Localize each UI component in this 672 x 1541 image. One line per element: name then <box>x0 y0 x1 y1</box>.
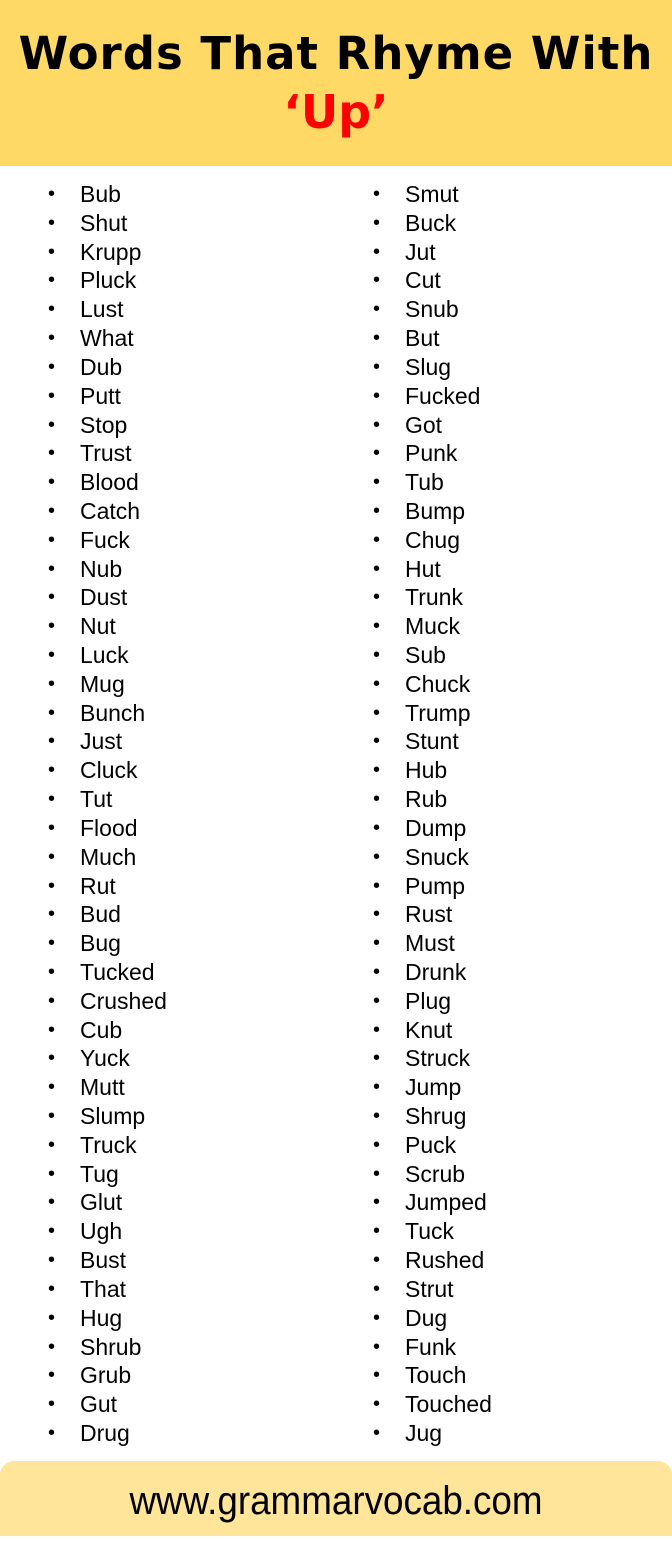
list-item: • Grub <box>48 1361 167 1390</box>
list-item: • Sub <box>373 641 492 670</box>
list-item: • Bud <box>48 900 167 929</box>
list-item: • Tug <box>48 1160 167 1189</box>
list-item: • Bub <box>48 180 167 209</box>
list-item: • Drunk <box>373 958 492 987</box>
list-item: • Tub <box>373 468 492 497</box>
list-item: • Shut <box>48 209 167 238</box>
list-item: • Jut <box>373 238 492 267</box>
list-item: • Fucked <box>373 382 492 411</box>
list-item: • Shrug <box>373 1102 492 1131</box>
list-item: • Fuck <box>48 526 167 555</box>
list-item: • Rub <box>373 785 492 814</box>
list-item: • Trust <box>48 439 167 468</box>
footer-banner <box>0 1461 672 1536</box>
page-title: Words That Rhyme With <box>18 27 654 80</box>
list-item: • Stop <box>48 411 167 440</box>
list-item: • Must <box>373 929 492 958</box>
list-item: • Dust <box>48 583 167 612</box>
list-item: • Funk <box>373 1333 492 1362</box>
list-item: • Yuck <box>48 1044 167 1073</box>
list-item: • Bunch <box>48 699 167 728</box>
list-item: • Just <box>48 727 167 756</box>
list-item: • Snuck <box>373 843 492 872</box>
list-item: • Ugh <box>48 1217 167 1246</box>
list-item: • Luck <box>48 641 167 670</box>
list-item: • Rushed <box>373 1246 492 1275</box>
list-item: • Putt <box>48 382 167 411</box>
list-item: • Buck <box>373 209 492 238</box>
list-item: • That <box>48 1275 167 1304</box>
list-item: • Bump <box>373 497 492 526</box>
list-item: • Crushed <box>48 987 167 1016</box>
list-item: • Tut <box>48 785 167 814</box>
list-item: • Lust <box>48 295 167 324</box>
list-item: • Chug <box>373 526 492 555</box>
list-item: • Jumped <box>373 1188 492 1217</box>
list-item: • Mug <box>48 670 167 699</box>
list-item: • Stunt <box>373 727 492 756</box>
list-item: • Scrub <box>373 1160 492 1189</box>
list-item: • Struck <box>373 1044 492 1073</box>
page-title-keyword: ‘Up’ <box>283 85 389 139</box>
list-item: • Blood <box>48 468 167 497</box>
list-item: • Tucked <box>48 958 167 987</box>
list-item: • Tuck <box>373 1217 492 1246</box>
word-list-right <box>373 180 492 1448</box>
list-item: • Dub <box>48 353 167 382</box>
list-item: • Jump <box>373 1073 492 1102</box>
list-item: • Bust <box>48 1246 167 1275</box>
list-item: • Slug <box>373 353 492 382</box>
list-item: • Nub <box>48 555 167 584</box>
list-item: • Cub <box>48 1016 167 1045</box>
list-item: • Trunk <box>373 583 492 612</box>
header-banner <box>0 0 672 166</box>
list-item: • Bug <box>48 929 167 958</box>
list-item: • What <box>48 324 167 353</box>
list-item: • Cut <box>373 266 492 295</box>
list-item: • Mutt <box>48 1073 167 1102</box>
list-item: • Much <box>48 843 167 872</box>
list-item: • Nut <box>48 612 167 641</box>
list-item: • Shrub <box>48 1333 167 1362</box>
list-item: • Catch <box>48 497 167 526</box>
list-item: • Truck <box>48 1131 167 1160</box>
list-item: • Puck <box>373 1131 492 1160</box>
list-item: • But <box>373 324 492 353</box>
list-item: • Trump <box>373 699 492 728</box>
list-item: • Krupp <box>48 238 167 267</box>
list-item: • Jug <box>373 1419 492 1448</box>
list-item: • Muck <box>373 612 492 641</box>
list-item: • Punk <box>373 439 492 468</box>
list-item: • Dump <box>373 814 492 843</box>
list-item: • Flood <box>48 814 167 843</box>
list-item: • Got <box>373 411 492 440</box>
list-item: • Gut <box>48 1390 167 1419</box>
list-item: • Knut <box>373 1016 492 1045</box>
list-item: • Pump <box>373 872 492 901</box>
list-item: • Rut <box>48 872 167 901</box>
list-item: • Touched <box>373 1390 492 1419</box>
list-item: • Plug <box>373 987 492 1016</box>
word-list-left <box>48 180 167 1448</box>
list-item: • Rust <box>373 900 492 929</box>
list-item: • Strut <box>373 1275 492 1304</box>
list-item: • Hub <box>373 756 492 785</box>
list-item: • Pluck <box>48 266 167 295</box>
list-item: • Hug <box>48 1304 167 1333</box>
website-link[interactable]: www.grammarvocab.com <box>129 1479 543 1523</box>
list-item: • Slump <box>48 1102 167 1131</box>
list-item: • Touch <box>373 1361 492 1390</box>
list-item: • Smut <box>373 180 492 209</box>
list-item: • Hut <box>373 555 492 584</box>
list-item: • Snub <box>373 295 492 324</box>
list-item: • Chuck <box>373 670 492 699</box>
list-item: • Cluck <box>48 756 167 785</box>
list-item: • Dug <box>373 1304 492 1333</box>
list-item: • Drug <box>48 1419 167 1448</box>
list-item: • Glut <box>48 1188 167 1217</box>
